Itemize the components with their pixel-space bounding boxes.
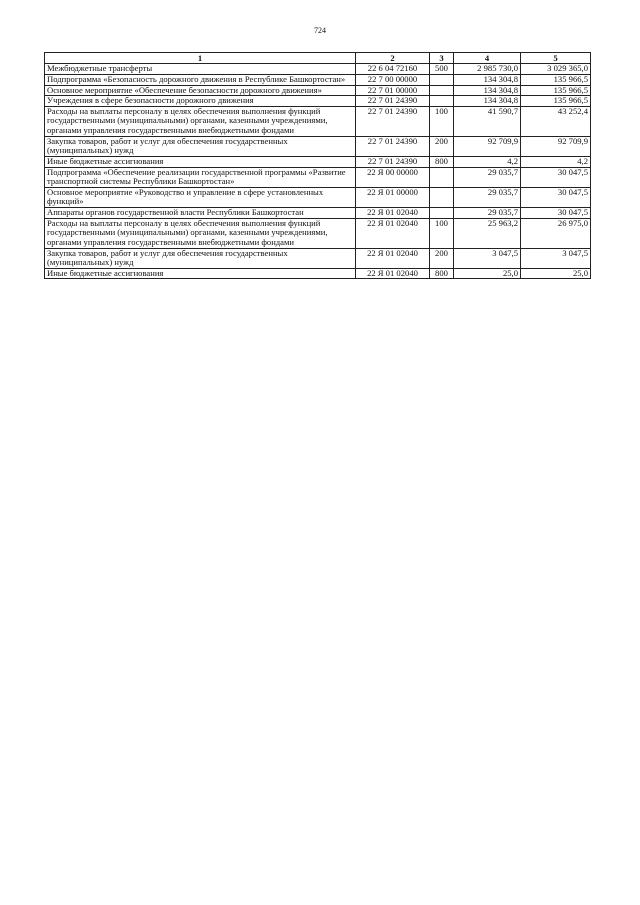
row-amount-2-cell: 30 047,5 bbox=[521, 187, 591, 207]
table-row bbox=[45, 74, 591, 85]
table-row bbox=[45, 136, 591, 156]
row-code-cell: 22 7 01 00000 bbox=[356, 85, 430, 96]
row-amount-2-cell: 43 252,4 bbox=[521, 106, 591, 136]
row-code-cell: 22 Я 01 00000 bbox=[356, 187, 430, 207]
row-amount-1-cell: 92 709,9 bbox=[454, 136, 521, 156]
row-amount-1-cell: 3 047,5 bbox=[454, 248, 521, 268]
table-row bbox=[45, 96, 591, 107]
row-expense-type-cell: 800 bbox=[430, 156, 454, 167]
row-code-cell: 22 7 01 24390 bbox=[356, 106, 430, 136]
row-amount-2-cell: 26 975,0 bbox=[521, 218, 591, 248]
row-expense-type-cell: 100 bbox=[430, 106, 454, 136]
row-amount-2-cell: 3 029 365,0 bbox=[521, 64, 591, 75]
row-name-cell: Аппараты органов государственной власти Республики Башкортостан bbox=[45, 208, 356, 219]
row-expense-type-cell: 800 bbox=[430, 268, 454, 279]
table-row bbox=[45, 248, 591, 268]
row-expense-type-cell bbox=[430, 187, 454, 207]
row-code-cell: 22 Я 01 02040 bbox=[356, 248, 430, 268]
row-amount-1-cell: 25,0 bbox=[454, 268, 521, 279]
row-code-cell: 22 7 01 24390 bbox=[356, 136, 430, 156]
row-amount-1-cell: 29 035,7 bbox=[454, 208, 521, 219]
row-amount-1-cell: 41 590,7 bbox=[454, 106, 521, 136]
row-amount-2-cell: 135 966,5 bbox=[521, 85, 591, 96]
row-amount-2-cell: 30 047,5 bbox=[521, 167, 591, 187]
table-row bbox=[45, 106, 591, 136]
row-name-cell: Расходы на выплаты персоналу в целях обеспечения выполнения функций государственными (муниципальными) органами, казенными учреждениями, органами управления государственными внебюджетными фондами bbox=[45, 218, 356, 248]
row-code-cell: 22 7 00 00000 bbox=[356, 74, 430, 85]
table-body bbox=[45, 64, 591, 279]
row-name-cell: Закупка товаров, работ и услуг для обеспечения государственных (муниципальных) нужд bbox=[45, 136, 356, 156]
row-amount-2-cell: 3 047,5 bbox=[521, 248, 591, 268]
row-expense-type-cell: 500 bbox=[430, 64, 454, 75]
row-name-cell: Основное мероприятие «Руководство и управление в сфере установленных функций» bbox=[45, 187, 356, 207]
row-code-cell: 22 6 04 72160 bbox=[356, 64, 430, 75]
row-amount-1-cell: 134 304,8 bbox=[454, 85, 521, 96]
row-amount-1-cell: 2 985 730,0 bbox=[454, 64, 521, 75]
row-expense-type-cell: 200 bbox=[430, 248, 454, 268]
row-name-cell: Межбюджетные трансферты bbox=[45, 64, 356, 75]
row-amount-2-cell: 92 709,9 bbox=[521, 136, 591, 156]
row-code-cell: 22 Я 00 00000 bbox=[356, 167, 430, 187]
row-expense-type-cell: 100 bbox=[430, 218, 454, 248]
table-row bbox=[45, 208, 591, 219]
header-col-4: 4 bbox=[454, 53, 521, 64]
page-number: 724 bbox=[314, 26, 326, 35]
header-col-1: 1 bbox=[45, 53, 356, 64]
row-code-cell: 22 Я 01 02040 bbox=[356, 268, 430, 279]
row-name-cell: Иные бюджетные ассигнования bbox=[45, 268, 356, 279]
row-expense-type-cell bbox=[430, 96, 454, 107]
budget-table bbox=[44, 52, 591, 279]
row-expense-type-cell bbox=[430, 85, 454, 96]
row-amount-1-cell: 25 963,2 bbox=[454, 218, 521, 248]
row-name-cell: Иные бюджетные ассигнования bbox=[45, 156, 356, 167]
row-amount-2-cell: 30 047,5 bbox=[521, 208, 591, 219]
row-code-cell: 22 Я 01 02040 bbox=[356, 208, 430, 219]
row-amount-2-cell: 4,2 bbox=[521, 156, 591, 167]
header-row bbox=[45, 53, 591, 64]
table-row bbox=[45, 268, 591, 279]
header-col-5: 5 bbox=[521, 53, 591, 64]
row-expense-type-cell bbox=[430, 208, 454, 219]
row-name-cell: Учреждения в сфере безопасности дорожного движения bbox=[45, 96, 356, 107]
table-row bbox=[45, 156, 591, 167]
row-amount-1-cell: 29 035,7 bbox=[454, 167, 521, 187]
row-name-cell: Подпрограмма «Обеспечение реализации государственной программы «Развитие транспортной системы Республики Башкортостан» bbox=[45, 167, 356, 187]
row-amount-2-cell: 135 966,5 bbox=[521, 74, 591, 85]
header-col-3: 3 bbox=[430, 53, 454, 64]
row-name-cell: Подпрограмма «Безопасность дорожного движения в Республике Башкортостан» bbox=[45, 74, 356, 85]
row-name-cell: Расходы на выплаты персоналу в целях обеспечения выполнения функций государственными (муниципальными) органами, казенными учреждениями, органами управления государственными внебюджетными фондами bbox=[45, 106, 356, 136]
table-row bbox=[45, 85, 591, 96]
row-amount-1-cell: 29 035,7 bbox=[454, 187, 521, 207]
row-amount-2-cell: 135 966,5 bbox=[521, 96, 591, 107]
row-name-cell: Закупка товаров, работ и услуг для обеспечения государственных (муниципальных) нужд bbox=[45, 248, 356, 268]
table-row bbox=[45, 167, 591, 187]
row-expense-type-cell bbox=[430, 167, 454, 187]
row-expense-type-cell bbox=[430, 74, 454, 85]
row-code-cell: 22 Я 01 02040 bbox=[356, 218, 430, 248]
row-amount-2-cell: 25,0 bbox=[521, 268, 591, 279]
row-expense-type-cell: 200 bbox=[430, 136, 454, 156]
table-header bbox=[45, 53, 591, 64]
row-amount-1-cell: 134 304,8 bbox=[454, 74, 521, 85]
row-name-cell: Основное мероприятие «Обеспечение безопасности дорожного движения» bbox=[45, 85, 356, 96]
row-code-cell: 22 7 01 24390 bbox=[356, 96, 430, 107]
table-row bbox=[45, 64, 591, 75]
row-code-cell: 22 7 01 24390 bbox=[356, 156, 430, 167]
row-amount-1-cell: 4,2 bbox=[454, 156, 521, 167]
row-amount-1-cell: 134 304,8 bbox=[454, 96, 521, 107]
table-row bbox=[45, 187, 591, 207]
table-row bbox=[45, 218, 591, 248]
header-col-2: 2 bbox=[356, 53, 430, 64]
